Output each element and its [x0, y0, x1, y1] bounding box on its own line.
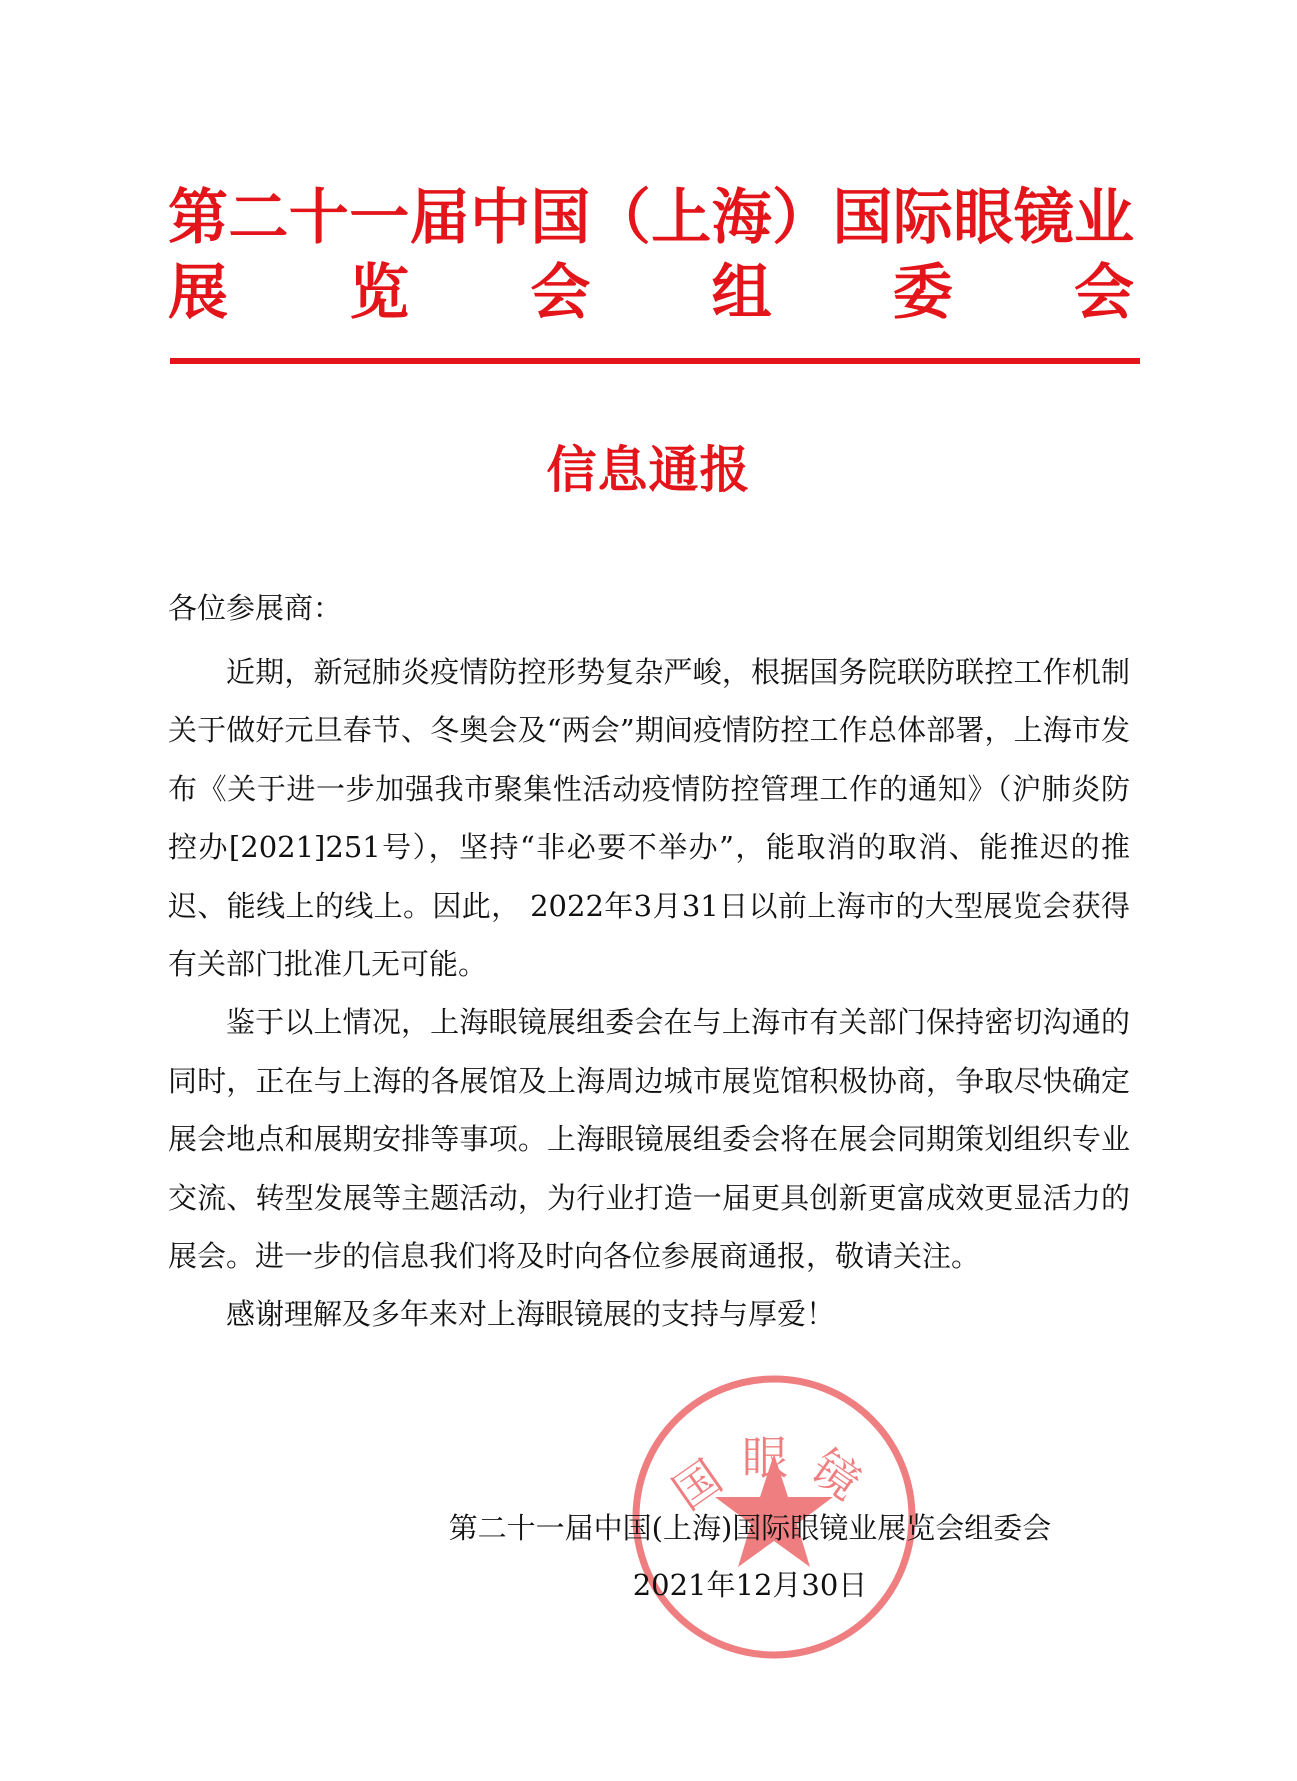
salutation: 各位参展商：	[168, 591, 343, 625]
header-title-text: 第二十一届中国（上海）国际眼镜业	[168, 183, 1134, 253]
header-char: 委	[892, 258, 953, 328]
header-title-line-1	[168, 178, 1134, 258]
header-char: 览	[349, 258, 410, 328]
signature-organization: 第二十一届中国(上海)国际眼镜业展览会组委会	[448, 1511, 1052, 1545]
header-char: 组	[711, 258, 772, 328]
header-char: 会	[1073, 258, 1134, 328]
notice-title: 信息通报	[546, 441, 751, 499]
red-divider-rule	[170, 358, 1140, 364]
body-paragraph: 感谢理解及多年来对上海眼镜展的支持与厚爱！	[226, 1297, 836, 1332]
header-char: 会	[530, 258, 591, 328]
signature-date: 2021年12月30日	[632, 1568, 868, 1602]
notice-body	[168, 643, 1130, 1344]
header-title-line-2	[168, 253, 1134, 333]
body-paragraph: 鉴于以上情况，上海眼镜展组委会在与上海市有关部门保持密切沟通的同时，正在与上海的各展馆及上海周边城市展览馆积极协商，争取尽快确定展会地点和展期安排等事项。上海眼镜展组委会将在展会同期策划组织专业交流、转型发展等主题活动，为行业打造一届更具创新更富成效更显活力的展会。进一步的信息我们将及时向各位参展商通报，敬请关注。	[168, 1005, 1130, 1274]
header-char: 展	[168, 258, 228, 328]
body-paragraph: 近期，新冠肺炎疫情防控形势复杂严峻，根据国务院联防联控工作机制关于做好元旦春节、冬奥会及“两会”期间疫情防控工作总体部署，上海市发布《关于进一步加强我市聚集性活动疫情防控管理工作的通知》（沪肺炎防控办[2021]251号），坚持“非必要不举办”，能取消的取消、能推迟的推迟、能线上的线上。因此， 2022年3月31日以前上海市的大型展览会获得有关部门批准几无可能。	[168, 655, 1130, 982]
seal-text: 国眼镜	[662, 1431, 886, 1521]
